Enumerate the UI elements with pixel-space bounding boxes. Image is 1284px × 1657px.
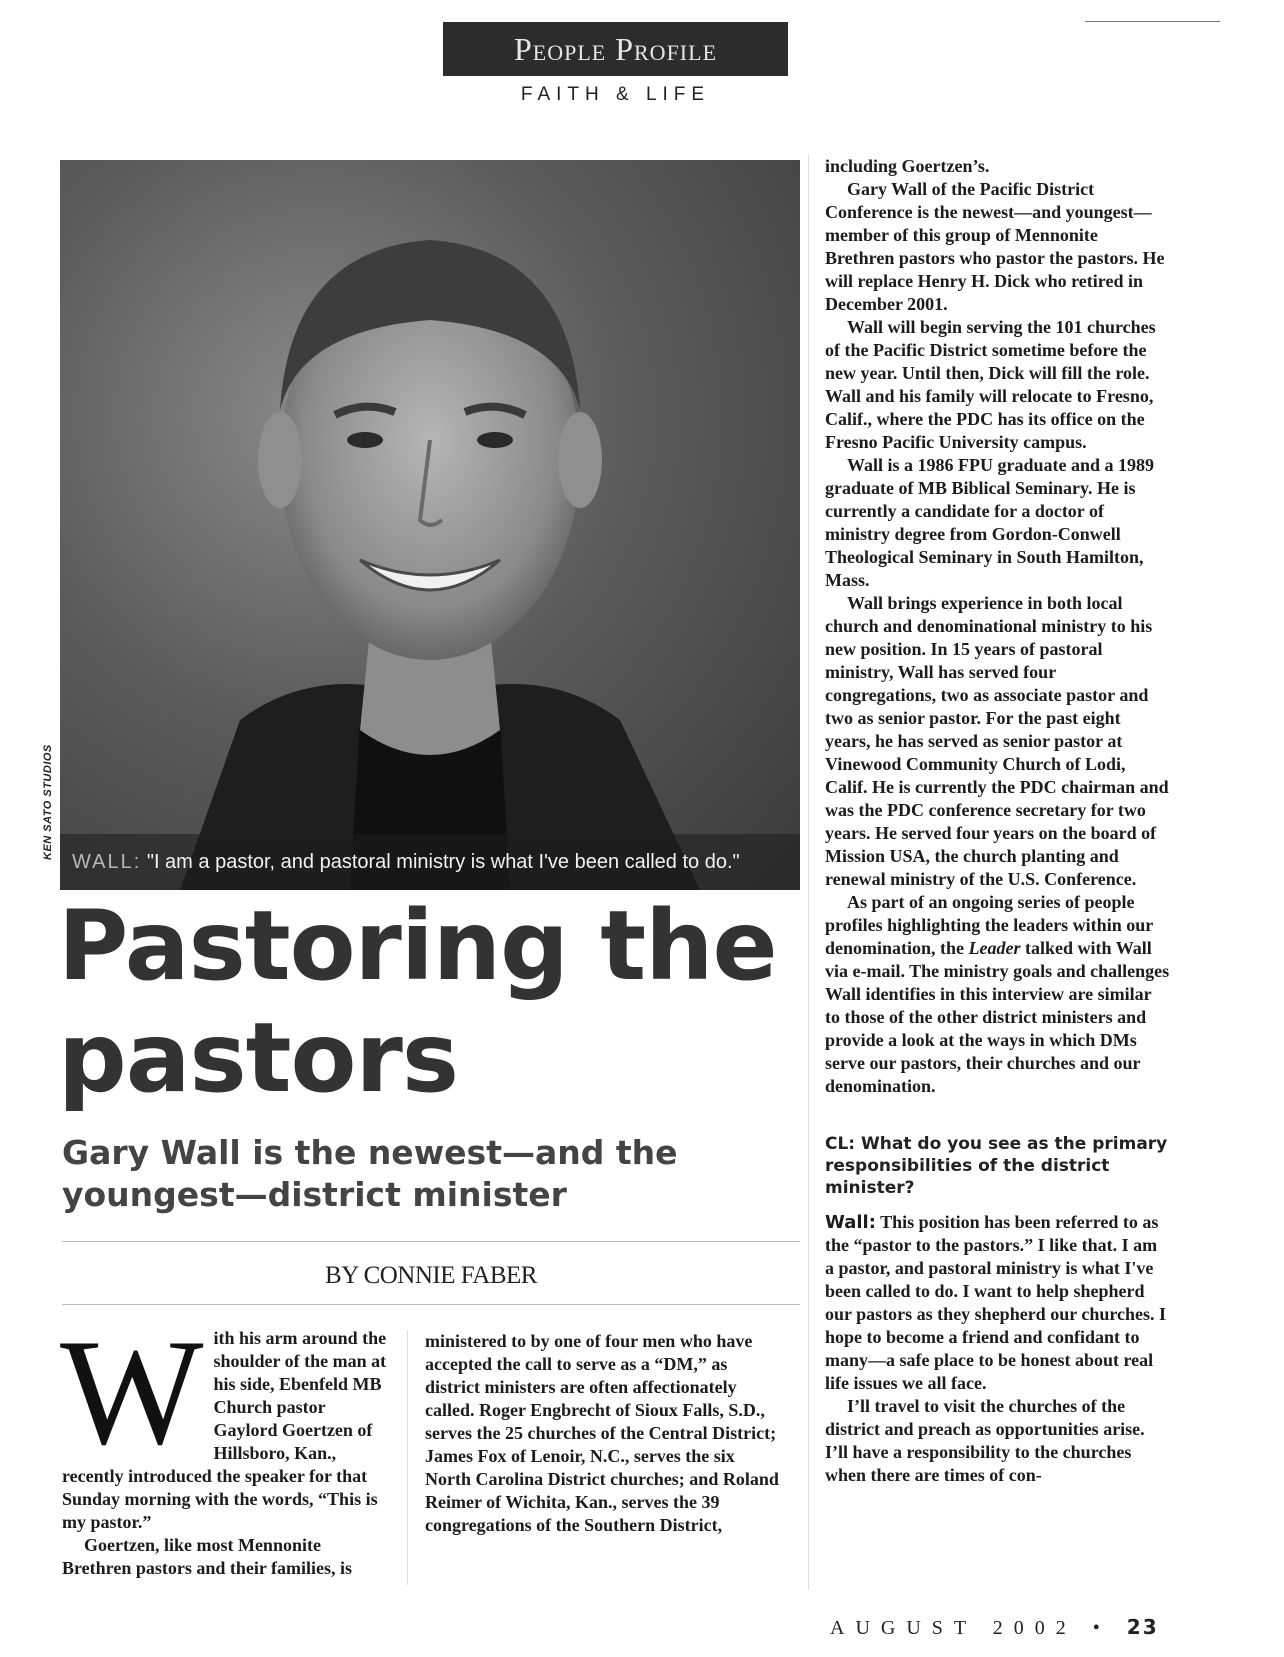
photo-credit: KEN SATO STUDIOS — [42, 744, 54, 860]
top-corner-rule — [1085, 21, 1220, 22]
article-headline — [58, 890, 818, 1114]
byline: BY CONNIE FABER — [325, 1262, 537, 1289]
interview-answer — [825, 1211, 1170, 1395]
photo-caption — [60, 834, 800, 890]
caption-quote: "I am a pastor, and pastoral ministry is what I've been called to do." — [141, 851, 740, 873]
text-run: As part of an ongoing series of people profiles highlighting the leaders within our denomination, the — [825, 892, 1153, 958]
body-paragraph: Wall will begin serving the 101 churches of the Pacific District sometime before the new year. Until then, Dick will fill the role. Wall and his family will relocate to Fresno, Calif., where the PDC has its office on the Fresno Pacific University campus. — [825, 317, 1156, 452]
interview-answer-continued: I’ll travel to visit the churches of the district and preach as opportunities arise. I’ll have a responsibility to the churches when there are times of con- — [825, 1396, 1145, 1485]
body-paragraph: Wall is a 1986 FPU graduate and a 1989 graduate of MB Biblical Seminary. He is currently a candidate for a doctor of ministry degree from Gordon-Conwell Theological Seminary in South Hamilton, Mass. — [825, 455, 1155, 590]
opening-text: ith his arm around the shoulder of the man at his side, Ebenfeld MB Church pastor Gaylord Goertzen of Hillsboro, Kan., recently introduced the speaker for that Sunday morning with the words, “This is my pastor.” — [62, 1328, 387, 1532]
portrait-photo — [60, 160, 800, 890]
text-run: talked with Wall via e-mail. The ministry goals and challenges Wall identifies in this interview are similar to those of the other district ministers and provide a look at the ways in which DMs serve our pastors, their churches and our denomination. — [825, 938, 1170, 1096]
section-subhead: FAITH & LIFE — [520, 84, 711, 105]
byline-rule-top — [62, 1241, 800, 1242]
body-paragraph: Goertzen, like most Mennonite Brethren pastors and their families, is — [62, 1535, 353, 1578]
opening-paragraph — [60, 1308, 392, 1534]
article-deck — [62, 1132, 802, 1216]
deck-line-2: youngest—district minister — [62, 1175, 567, 1214]
page-footer — [830, 1615, 1180, 1640]
body-paragraph: ministered to by one of four men who have accepted the call to serve as a “DM,” as district ministers are often affectionately called. Roger Engbrecht of Sioux Falls, S.D., serves the 25 churches of the Central District; James Fox of Lenoir, N.C., serves the six North Carolina District churches; and Roland Reimer of Wichita, Kan., serves the 39 congregations of the Southern District, — [425, 1331, 779, 1535]
headline-line-2: pastors — [58, 1002, 458, 1114]
column-divider — [407, 1330, 408, 1585]
section-banner: People Profile — [443, 22, 788, 76]
interview-question: CL: What do you see as the primary responsibilities of the district minister? — [825, 1134, 1168, 1198]
headline-line-1: Pastoring the — [58, 890, 777, 1002]
drop-cap: W — [60, 1308, 204, 1476]
article-column-3 — [825, 155, 1170, 1487]
issue-date: AUGUST 2002 — [830, 1617, 1077, 1639]
article-column-1 — [60, 1308, 392, 1580]
page-number: 23 — [1126, 1615, 1159, 1639]
portrait-illustration — [60, 160, 800, 890]
body-paragraph: Gary Wall of the Pacific District Conference is the newest—and youngest—member of this group of Mennonite Brethren pastors who pastor the pastors. He will replace Henry H. Dick who retired in December 2001. — [825, 179, 1165, 314]
footer-separator: • — [1092, 1617, 1111, 1639]
body-paragraph: Wall brings experience in both local church and denominational ministry to his new position. In 15 years of pastoral ministry, Wall has served four congregations, two as associate pastor and two as senior pastor. For the past eight years, he has served as senior pastor at Vinewood Community Church of Lodi, Calif. He is currently the PDC chairman and was the PDC conference secretary for two years. He served four years on the board of Mission USA, the church planting and renewal ministry of the U.S. Conference. — [825, 593, 1169, 889]
answer-text: This position has been referred to as the “pastor to the pastors.” I like that. I am a pastor, and pastoral ministry is what I've been called to do. I want to help shepherd our pastors as they shepherd our churches. I hope to become a friend and confidant to many—a safe place to be honest about real life issues we all face. — [825, 1212, 1167, 1393]
byline-rule-bottom — [62, 1304, 800, 1305]
caption-name: WALL: — [72, 851, 142, 873]
answer-speaker: Wall: — [825, 1212, 876, 1233]
body-paragraph — [825, 891, 1170, 1098]
publication-name: Leader — [968, 938, 1021, 958]
body-paragraph: including Goertzen’s. — [825, 156, 990, 176]
column-divider — [808, 155, 809, 1590]
deck-line-1: Gary Wall is the newest—and the — [62, 1133, 678, 1172]
article-column-2 — [425, 1330, 780, 1537]
